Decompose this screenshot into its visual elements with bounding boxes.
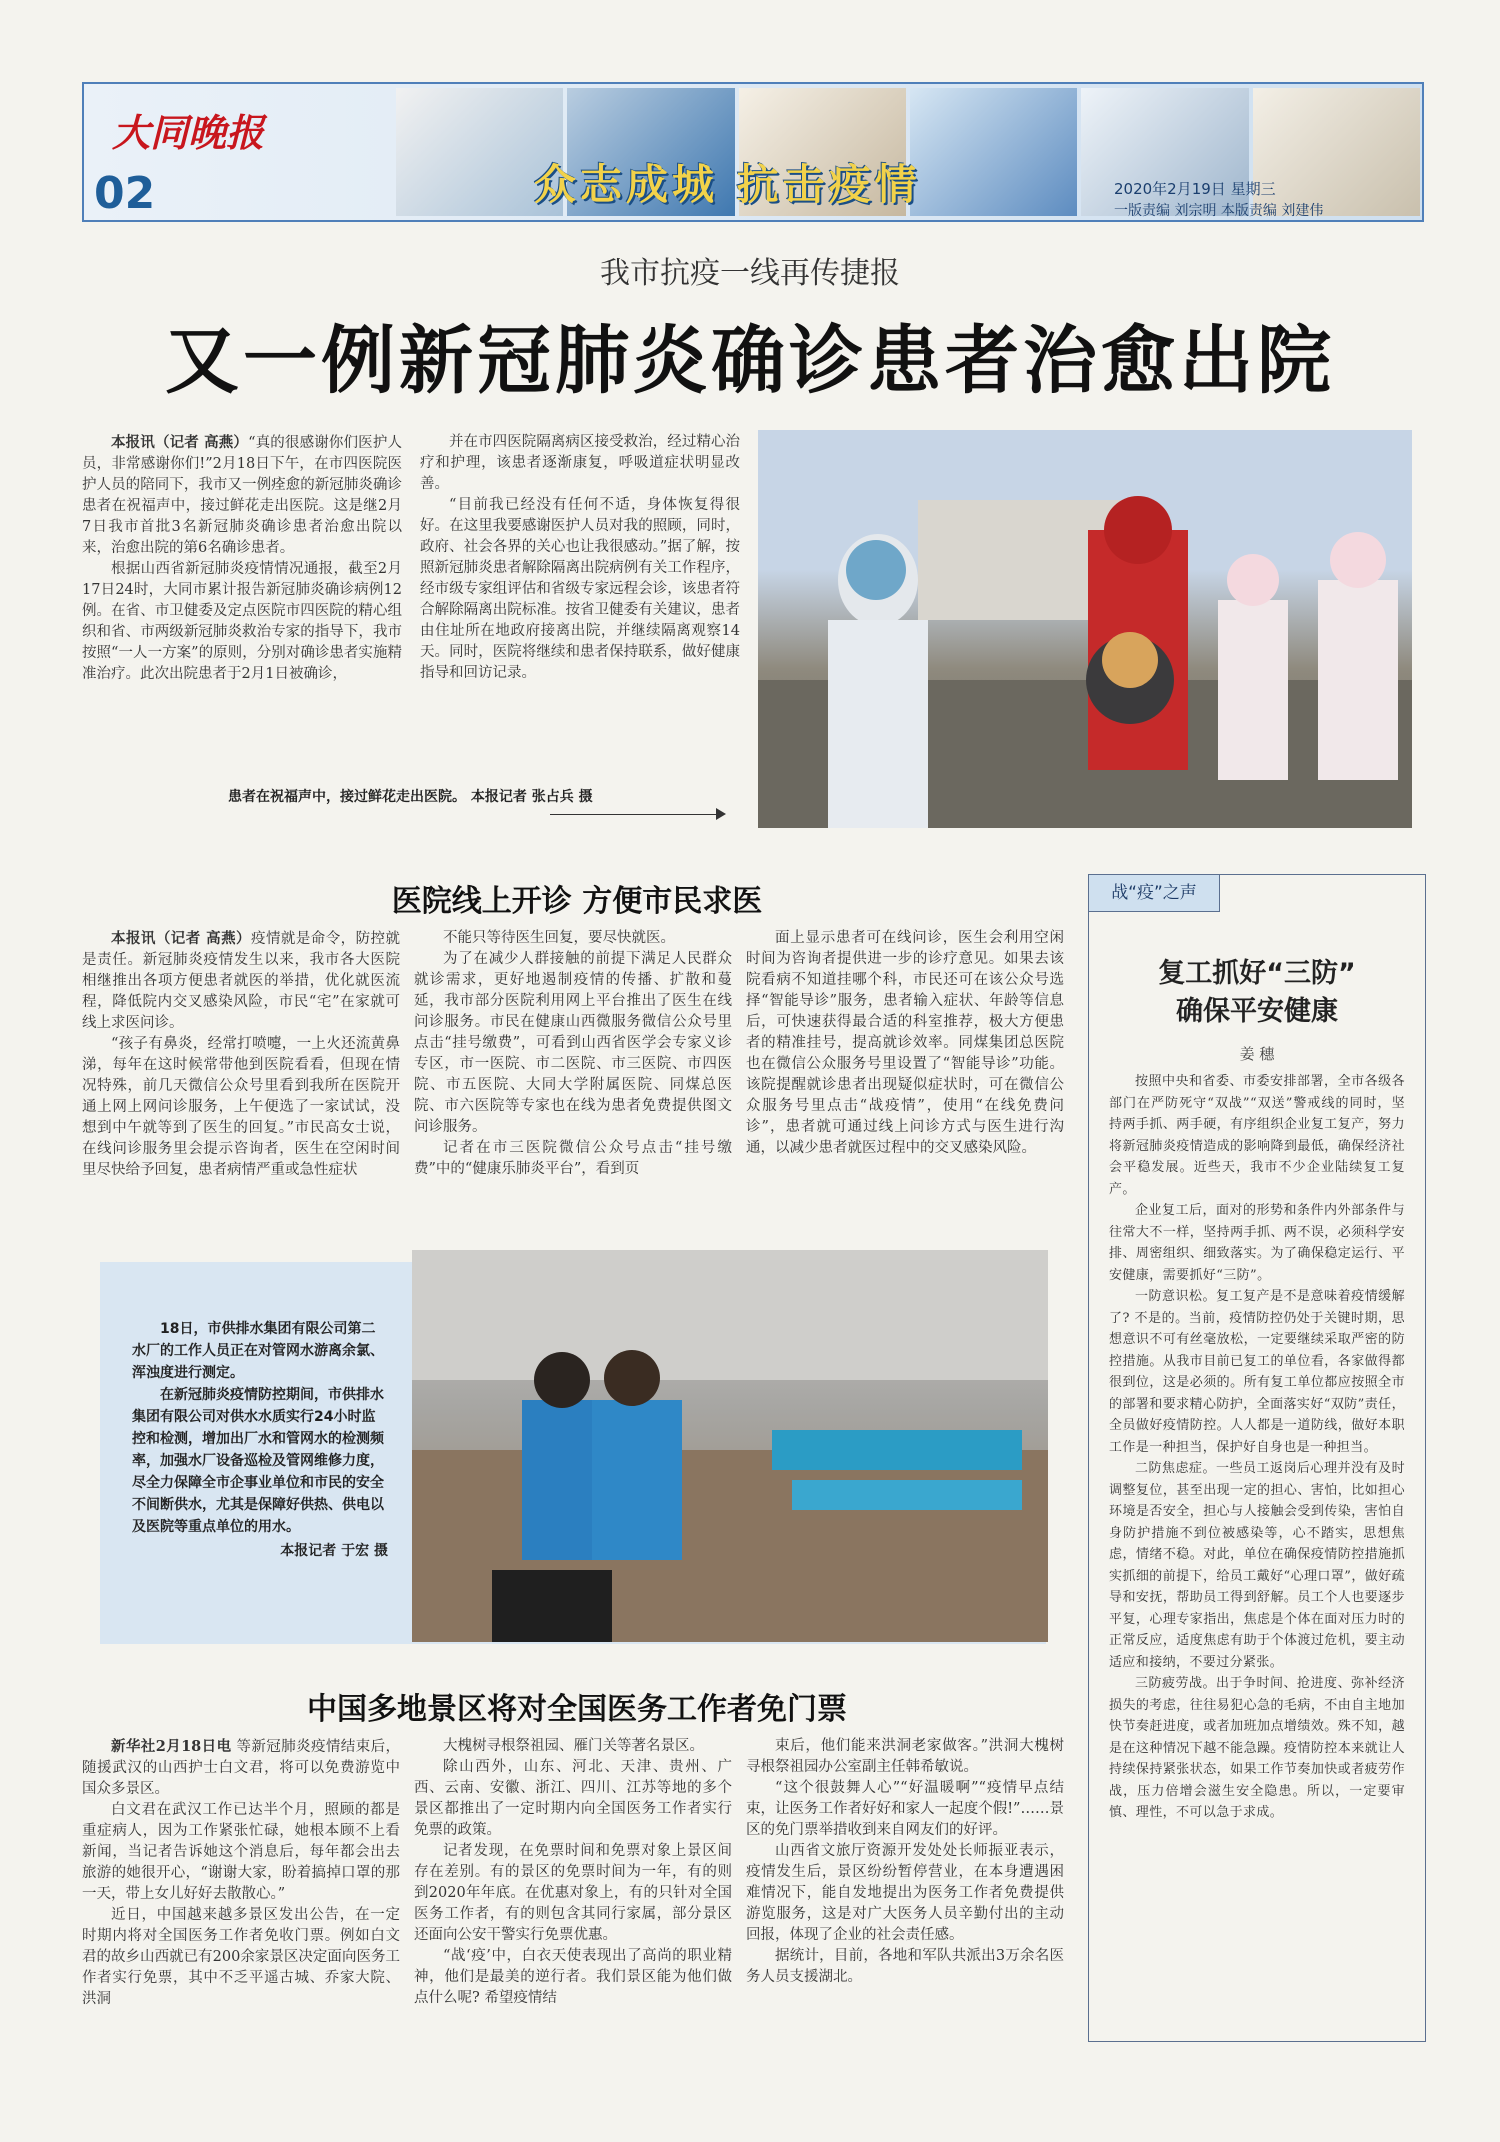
story2-headline: 医院线上开诊 方便市民求医	[391, 884, 763, 919]
story3-paragraph: 山西省文旅厅资源开发处处长师振亚表示，疫情发生后，景区纷纷暂停营业，在本身遭遇困难情况下，能自发地提出为医务工作者免费提供游览服务，这是对广大医务人员辛勤付出的主动回报，体现了企业的社会责任感。	[746, 1843, 1064, 1943]
sidebar-column-label: 战“疫”之声	[1089, 875, 1220, 912]
story2-paragraph: “孩子有鼻炎，经常打喷嚏，一上火还流黄鼻涕，每年在这时候常带他到医院看看，但现在情况特殊，前几天微信公众号里看到我所在医院开通上网上网问诊服务，上午便选了一家试试，没想到中午就等到了医生的回复。”市民高女士说，在线问诊服务里会提示咨询者，医生在空闲时间里尽快给予回复，患者病情严重或急性症状	[82, 1036, 400, 1178]
section-slogan: 众志成城 抗击疫情	[534, 160, 921, 209]
story2-paragraph: 不能只等待医生回复，要尽快就医。	[443, 930, 675, 946]
story3-paragraph: “战‘疫’中，白衣天使表现出了高尚的职业精神，他们是最美的逆行者。我们景区能为他们做点什么呢? 希望疫情结	[414, 1948, 732, 2006]
story3-paragraph: “这个很鼓舞人心”“好温暖啊”“疫情早点结束，让医务工作者好好和家人一起度个假!”……景区的免门票举措收到来自网友们的好评。	[746, 1780, 1064, 1838]
date-line: 2020年2月19日 星期三	[1114, 180, 1276, 198]
main-story-column-1	[82, 432, 402, 762]
story2-column-3	[746, 928, 1064, 1258]
story3-paragraph: 近日，中国越来越多景区发出公告，在一定时期内将对全国医务工作者免收门票。例如白文君的故乡山西就已有200余家景区决定面向医务工作者实行免票，其中不乏平遥古城、乔家大院、洪洞	[82, 1907, 400, 2007]
story3-paragraph: 新华社2月18日电 等新冠肺炎疫情结束后，随援武汉的山西护士白文君，将可以免费游览中国众多景区。	[82, 1738, 400, 1797]
story2-paragraph: 记者在市三医院微信公众号点击“挂号缴费”中的“健康乐肺炎平台”，看到页	[414, 1140, 732, 1177]
masthead-photo-lab	[910, 88, 1077, 216]
water-caption-paragraph: 在新冠肺炎疫情防控期间，市供排水集团有限公司对供水水质实行24小时监控和检测，增加出厂水和管网水的检测频率，加强水厂设备巡检及管网维修力度，尽全力保障全市企事业单位和市民的安全不间断供水，尤其是保障好供热、供电以及医院等重点单位的用水。	[132, 1387, 384, 1535]
story3-column-1	[82, 1736, 400, 2056]
story3-paragraph: 大槐树寻根祭祖园、雁门关等著名景区。	[443, 1738, 704, 1754]
story3-headline: 中国多地景区将对全国医务工作者免门票	[307, 1692, 847, 1727]
sidebar-title-line: 复工抓好“三防”	[1158, 958, 1356, 989]
discharge-photo-caption: 患者在祝福声中，接过鲜花走出医院。 本报记者 张占兵 摄	[228, 789, 593, 805]
main-story-paragraph: 本报讯（记者 高燕）“真的很感谢你们医护人员，非常感谢你们!”2月18日下午，在市四医院医护人员的陪同下，我市又一例痊愈的新冠肺炎确诊患者在祝福声中，接过鲜花走出医院。这是继2月7日我市首批3名新冠肺炎确诊患者治愈出院以来，治愈出院的第6名确诊患者。	[82, 434, 402, 556]
story3-paragraph: 记者发现，在免票时间和免票对象上景区间存在差别。有的景区的免票时间为一年，有的则到2020年年底。在优惠对象上，有的只针对全国医务工作者，有的则包含其同行家属，部分景区还面向公安干警实行免票优惠。	[414, 1843, 732, 1943]
story2-paragraph: 本报讯（记者 高燕）疫情就是命令，防控就是责任。新冠肺炎疫情发生以来，我市各大医院相继推出各项方便患者就医的举措，优化就医流程，降低院内交叉感染风险，市民“宅”在家就可线上求医问诊。	[82, 930, 400, 1031]
caption-arrow-head	[716, 808, 726, 820]
caption-arrow-line	[550, 814, 720, 815]
sidebar-paragraph: 三防疲劳战。出于争时间、抢进度、弥补经济损失的考虑，往往易犯心急的毛病，不由自主地加快节奏赶进度，或者加班加点增绩效。殊不知，越是在这种情况下越不能急躁。疫情防控本来就让人持续保持紧张状态，如果工作节奏加快或者疲劳作战，压力倍增会滋生安全隐患。所以，一定要审慎、理性，不可以急于求成。	[1109, 1676, 1405, 1820]
sidebar-paragraph: 一防意识松。复工复产是不是意味着疫情缓解了? 不是的。当前，疫情防控仍处于关键时期，思想意识不可有丝毫放松，一定要继续采取严密的防控措施。从我市目前已复工的单位看，各家做得都很到位，这是必须的。所有复工单位都应按照全市的部署和要求精心防护，全面落实好“双防”责任，全员做好疫情防控。人人都是一道防线，做好本职工作是一种担当，保护好自身也是一种担当。	[1109, 1289, 1405, 1455]
story2-paragraph: 为了在减少人群接触的前提下满足人民群众就诊需求，更好地遏制疫情的传播、扩散和蔓延，我市部分医院利用网上平台推出了医生在线问诊服务。市民在健康山西微服务微信公众号里点击“挂号缴费”，可看到山西省医学会专家义诊专区，市一医院、市二医院、市三医院、市四医院、市五医院、大同大学附属医院、同煤总医院、市六医院等专家也在线为患者免费提供图文问诊服务。	[414, 951, 732, 1135]
story3-column-3	[746, 1736, 1064, 2056]
masthead	[82, 82, 1424, 222]
discharge-photo-illustration	[758, 430, 1412, 828]
main-story-paragraph: “目前我已经没有任何不适，身体恢复得很好。在这里我要感谢医护人员对我的照顾，同时，政府、社会各界的关心也让我很感动。”据了解，按照新冠肺炎患者解除隔离出院病例有关工作程序，经市级专家组评估和省级专家远程会诊，该患者符合解除隔离出院标准。按省卫健委有关建议，患者由住址所在地政府接离出院，并继续隔离观察14天。同时，医院将继续和患者保持联系，做好健康指导和回访记录。	[420, 497, 740, 681]
story3-paragraph: 白文君在武汉工作已达半个月，照顾的都是重症病人，因为工作紧张忙碌，她根本顾不上看新闻，当记者告诉她这个消息后，每年都会出去旅游的她很开心，“谢谢大家，盼着搞掉口罩的那一天，带上女儿好好去散散心。”	[82, 1802, 400, 1902]
sidebar-paragraph: 按照中央和省委、市委安排部署，全市各级各部门在严防死守“双战”“双送”警戒线的同时，坚持两手抓、两手硬，有序组织企业复工复产，努力将新冠肺炎疫情造成的影响降到最低，确保经济社会平稳发展。近些天，我市不少企业陆续复工复产。	[1109, 1074, 1405, 1197]
story3-paragraph: 束后，他们能来洪洞老家做客。”洪洞大槐树寻根祭祖园办公室副主任韩希敏说。	[746, 1738, 1064, 1775]
main-story-column-2	[420, 432, 740, 762]
water-photo-credit: 本报记者 于宏 摄	[280, 1543, 388, 1559]
sidebar-body	[1109, 1071, 1405, 1824]
commentary-sidebar	[1088, 874, 1426, 2042]
sidebar-author: 姜 穗	[1239, 1045, 1275, 1063]
sidebar-paragraph: 企业复工后，面对的形势和条件内外部条件与往常大不一样，坚持两手抓、两不误，必须科学安排、周密组织、细致落实。为了确保稳定运行、平安健康，需要抓好“三防”。	[1109, 1203, 1405, 1283]
main-story-headline: 又一例新冠肺炎确诊患者治愈出院	[165, 318, 1335, 404]
story2-column-2	[414, 928, 732, 1258]
sidebar-title	[1089, 955, 1425, 1031]
story3-column-2	[414, 1736, 732, 2056]
main-story-paragraph: 并在市四医院隔离病区接受救治，经过精心治疗和护理，该患者逐渐康复，呼吸道症状明显改善。	[420, 434, 740, 492]
main-story-kicker: 我市抗疫一线再传捷报	[600, 256, 900, 291]
masthead-photo-staff	[1253, 88, 1420, 216]
story3-paragraph: 除山西外，山东、河北、天津、贵州、广西、云南、安徽、浙江、四川、江苏等地的多个景区都推出了一定时期内向全国医务工作者实行免票的政策。	[414, 1759, 732, 1838]
water-plant-photo-illustration	[412, 1250, 1048, 1642]
editors-line: 一版责编 刘宗明 本版责编 刘建伟	[1114, 203, 1324, 219]
water-plant-photo	[412, 1250, 1048, 1642]
sidebar-title-line: 确保平安健康	[1176, 996, 1338, 1027]
story2-paragraph: 面上显示患者可在线问诊，医生会利用空闲时间为咨询者提供进一步的诊疗意见。如果去该院看病不知道挂哪个科，市民还可在该公众号选择“智能导诊”服务，患者输入症状、年龄等信息后，可快速获得最合适的科室推荐，极大方便患者的精准挂号，提高就诊效率。同煤集团总医院也在微信公众服务号里设置了“智能导诊”功能。该院提醒就诊患者出现疑似症状时，可在微信公众服务号里点击“战疫情”，使用“在线免费问诊”，患者就可通过线上问诊方式与医生进行沟通，以减少患者就医过程中的交叉感染风险。	[746, 930, 1064, 1156]
sidebar-paragraph: 二防焦虑症。一些员工返岗后心理并没有及时调整复位，甚至出现一定的担心、害怕，比如担心环境是否安全，担心与人接触会受到传染，害怕自身防护措施不到位被感染等，心不踏实，思想焦虑，情绪不稳。对此，单位在确保疫情防控措施抓实抓细的前提下，给员工戴好“心理口罩”，做好疏导和安抚，帮助员工得到舒解。员工个人也要逐步平复，心理专家指出，焦虑是个体在面对压力时的正常反应，适度焦虑有助于个体渡过危机，要主动适应和接纳，不要过分紧张。	[1109, 1461, 1405, 1670]
discharge-photo	[758, 430, 1412, 828]
page-number: 02	[94, 168, 156, 219]
water-photo-caption	[132, 1318, 388, 1562]
story2-column-1	[82, 928, 400, 1258]
story3-paragraph: 据统计，目前，各地和军队共派出3万余名医务人员支援湖北。	[746, 1948, 1064, 1985]
water-caption-paragraph: 18日，市供排水集团有限公司第二水厂的工作人员正在对管网水游离余氯、浑浊度进行测定。	[132, 1321, 384, 1381]
main-story-paragraph: 根据山西省新冠肺炎疫情情况通报，截至2月17日24时，大同市累计报告新冠肺炎确诊病例12例。在省、市卫健委及定点医院市四医院的精心组织和省、市两级新冠肺炎救治专家的指导下，我市按照“一人一方案”的原则，分别对确诊患者实施精准治疗。此次出院患者于2月1日被确诊，	[82, 561, 402, 682]
paper-name-logo: 大同晚报	[112, 110, 265, 155]
